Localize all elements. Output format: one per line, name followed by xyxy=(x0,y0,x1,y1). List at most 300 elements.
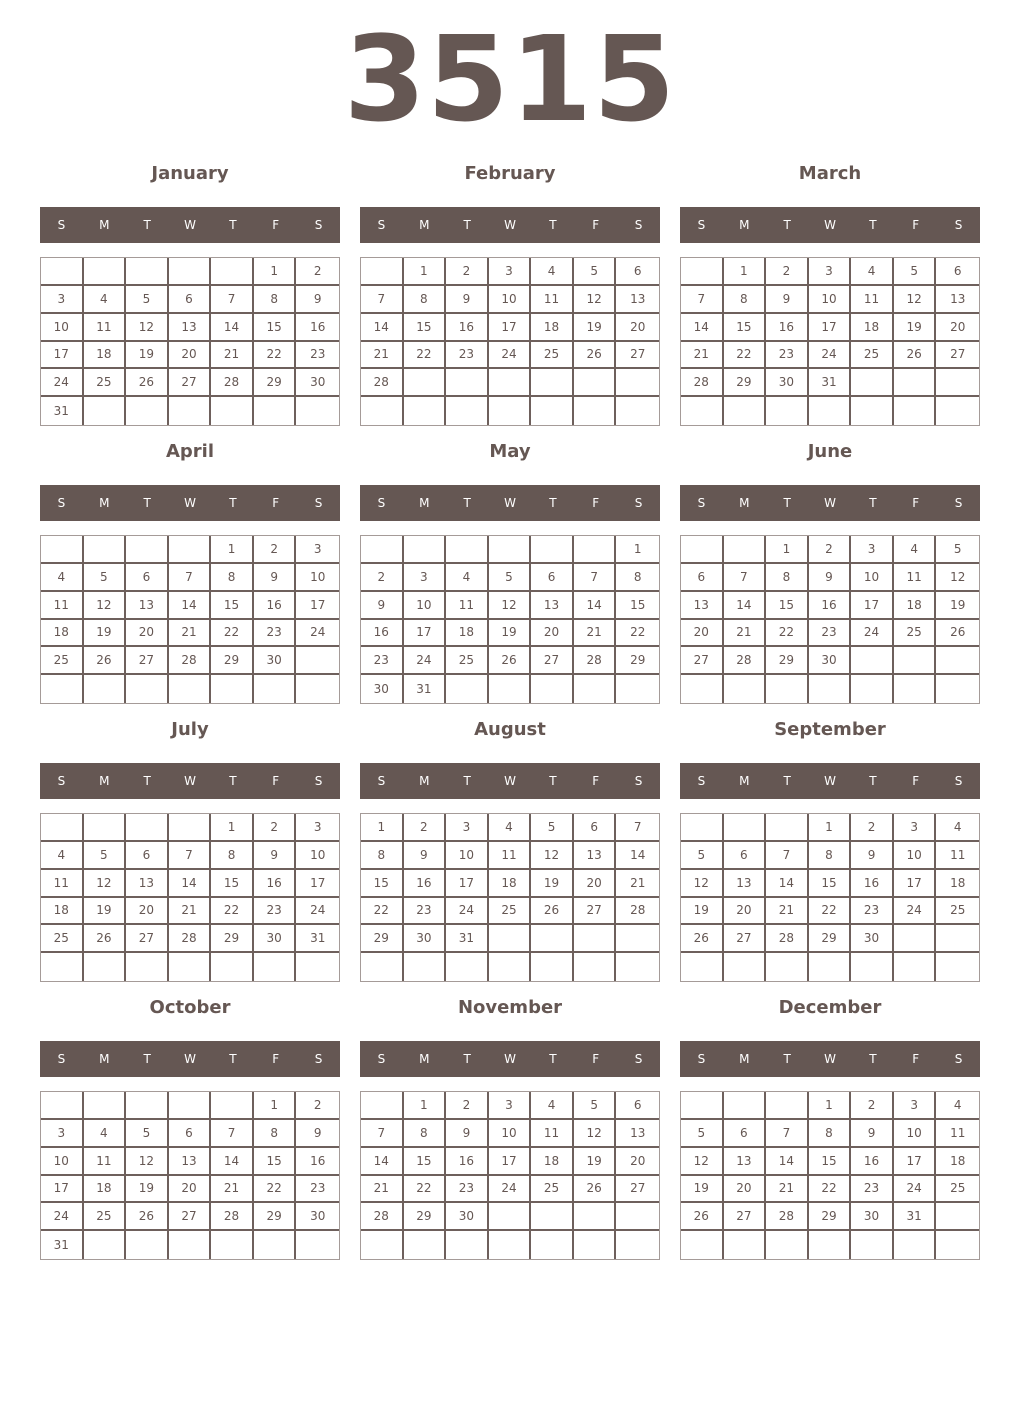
day-cell: 20 xyxy=(574,870,617,898)
weekday-label: W xyxy=(504,496,516,510)
day-cell xyxy=(616,675,659,703)
day-cell xyxy=(766,814,809,842)
month-title: May xyxy=(489,441,531,462)
day-cell: 22 xyxy=(724,342,767,370)
day-grid xyxy=(680,1091,980,1260)
day-cell: 30 xyxy=(851,925,894,953)
day-cell xyxy=(446,953,489,981)
day-cell: 23 xyxy=(809,620,852,648)
day-cell: 9 xyxy=(296,286,339,314)
day-cell: 5 xyxy=(531,814,574,842)
day-cell xyxy=(169,1231,212,1259)
day-cell xyxy=(531,675,574,703)
day-cell: 11 xyxy=(894,564,937,592)
day-cell: 10 xyxy=(446,842,489,870)
day-cell: 9 xyxy=(404,842,447,870)
day-cell: 11 xyxy=(41,592,84,620)
weekday-label: S xyxy=(377,496,386,510)
day-cell: 3 xyxy=(446,814,489,842)
day-grid xyxy=(360,813,660,982)
day-cell: 11 xyxy=(936,1120,979,1148)
day-cell xyxy=(84,675,127,703)
day-cell: 18 xyxy=(41,620,84,648)
day-cell: 19 xyxy=(126,342,169,370)
day-cell: 8 xyxy=(211,842,254,870)
day-grid xyxy=(680,813,980,982)
day-cell: 24 xyxy=(296,898,339,926)
day-cell: 6 xyxy=(724,1120,767,1148)
day-cell: 21 xyxy=(724,620,767,648)
day-cell xyxy=(681,1092,724,1120)
day-cell: 28 xyxy=(361,1203,404,1231)
month-title: January xyxy=(151,163,229,184)
day-cell: 29 xyxy=(724,369,767,397)
day-cell: 22 xyxy=(211,620,254,648)
day-cell: 1 xyxy=(211,814,254,842)
day-cell xyxy=(126,675,169,703)
day-cell: 15 xyxy=(766,592,809,620)
day-cell xyxy=(574,675,617,703)
day-cell xyxy=(936,1203,979,1231)
day-cell: 14 xyxy=(724,592,767,620)
day-cell: 13 xyxy=(126,592,169,620)
day-cell: 14 xyxy=(766,1148,809,1176)
day-cell: 12 xyxy=(936,564,979,592)
weekday-label: S xyxy=(57,218,66,232)
day-cell: 3 xyxy=(851,536,894,564)
day-cell xyxy=(211,1092,254,1120)
weekday-label: F xyxy=(272,1052,280,1066)
day-cell: 7 xyxy=(724,564,767,592)
day-cell: 11 xyxy=(489,842,532,870)
day-cell: 2 xyxy=(851,1092,894,1120)
day-cell: 14 xyxy=(211,1148,254,1176)
day-cell: 17 xyxy=(41,1176,84,1204)
day-cell: 11 xyxy=(531,1120,574,1148)
weekday-label: W xyxy=(504,218,516,232)
weekday-label: S xyxy=(57,496,66,510)
weekday-label: T xyxy=(143,774,151,788)
weekday-label: T xyxy=(143,496,151,510)
day-cell: 4 xyxy=(41,842,84,870)
day-cell: 19 xyxy=(84,620,127,648)
weekday-label: M xyxy=(739,774,750,788)
day-cell: 26 xyxy=(84,925,127,953)
day-cell: 28 xyxy=(169,647,212,675)
day-cell: 13 xyxy=(724,1148,767,1176)
day-cell: 25 xyxy=(936,1176,979,1204)
day-cell: 26 xyxy=(936,620,979,648)
weekday-label: S xyxy=(634,218,643,232)
day-cell: 9 xyxy=(296,1120,339,1148)
day-cell: 3 xyxy=(41,286,84,314)
day-cell xyxy=(574,1203,617,1231)
day-cell: 14 xyxy=(574,592,617,620)
day-cell: 21 xyxy=(169,620,212,648)
day-grid xyxy=(680,257,980,426)
day-cell: 15 xyxy=(254,314,297,342)
day-cell: 10 xyxy=(404,592,447,620)
day-cell: 9 xyxy=(446,286,489,314)
day-cell xyxy=(169,953,212,981)
weekday-label: W xyxy=(184,1052,196,1066)
day-cell: 26 xyxy=(126,369,169,397)
weekday-label: M xyxy=(99,218,110,232)
day-cell: 29 xyxy=(254,1203,297,1231)
day-cell: 10 xyxy=(894,1120,937,1148)
day-cell: 19 xyxy=(936,592,979,620)
day-cell: 12 xyxy=(681,870,724,898)
day-cell: 4 xyxy=(84,1120,127,1148)
day-cell: 5 xyxy=(84,564,127,592)
day-cell xyxy=(169,675,212,703)
day-cell: 27 xyxy=(936,342,979,370)
day-cell: 3 xyxy=(809,258,852,286)
day-cell: 27 xyxy=(574,898,617,926)
day-cell: 9 xyxy=(851,1120,894,1148)
day-cell xyxy=(361,1092,404,1120)
day-cell: 27 xyxy=(616,342,659,370)
day-cell xyxy=(169,1092,212,1120)
day-cell: 25 xyxy=(894,620,937,648)
day-cell: 17 xyxy=(41,342,84,370)
weekday-label: T xyxy=(463,1052,471,1066)
day-cell: 14 xyxy=(681,314,724,342)
weekday-label: F xyxy=(912,774,920,788)
day-cell xyxy=(936,925,979,953)
day-cell: 17 xyxy=(851,592,894,620)
day-cell: 24 xyxy=(851,620,894,648)
day-cell: 20 xyxy=(126,620,169,648)
day-cell: 6 xyxy=(126,564,169,592)
day-cell: 10 xyxy=(489,286,532,314)
weekday-label: T xyxy=(783,496,791,510)
day-cell xyxy=(936,1231,979,1259)
weekday-label: S xyxy=(954,774,963,788)
day-cell xyxy=(489,675,532,703)
day-cell: 19 xyxy=(681,1176,724,1204)
day-grid xyxy=(40,813,340,982)
day-cell: 5 xyxy=(84,842,127,870)
weekday-label: M xyxy=(739,496,750,510)
day-cell: 17 xyxy=(809,314,852,342)
day-cell: 21 xyxy=(766,1176,809,1204)
day-cell: 14 xyxy=(361,1148,404,1176)
day-cell xyxy=(616,397,659,425)
day-cell: 22 xyxy=(404,342,447,370)
day-cell: 23 xyxy=(446,1176,489,1204)
day-cell: 25 xyxy=(446,647,489,675)
day-cell: 3 xyxy=(296,536,339,564)
day-cell xyxy=(681,397,724,425)
day-cell xyxy=(851,953,894,981)
weekday-label: T xyxy=(869,774,877,788)
day-cell xyxy=(531,925,574,953)
day-cell: 29 xyxy=(404,1203,447,1231)
day-cell: 31 xyxy=(41,1231,84,1259)
day-cell: 9 xyxy=(446,1120,489,1148)
day-cell xyxy=(489,369,532,397)
weekday-label: S xyxy=(954,218,963,232)
day-cell: 30 xyxy=(254,647,297,675)
day-cell xyxy=(681,814,724,842)
day-cell: 7 xyxy=(361,286,404,314)
day-cell xyxy=(489,953,532,981)
weekday-label: S xyxy=(57,774,66,788)
day-cell: 24 xyxy=(446,898,489,926)
day-cell: 20 xyxy=(169,342,212,370)
weekday-label: S xyxy=(377,774,386,788)
day-cell xyxy=(531,1231,574,1259)
day-cell: 24 xyxy=(41,1203,84,1231)
day-cell: 13 xyxy=(616,286,659,314)
day-cell: 21 xyxy=(361,342,404,370)
day-cell: 15 xyxy=(809,1148,852,1176)
day-cell: 3 xyxy=(894,814,937,842)
day-cell: 8 xyxy=(766,564,809,592)
day-cell xyxy=(894,925,937,953)
day-cell: 29 xyxy=(361,925,404,953)
day-cell: 27 xyxy=(724,925,767,953)
month-title: December xyxy=(778,997,882,1018)
day-cell: 15 xyxy=(809,870,852,898)
day-cell: 22 xyxy=(254,342,297,370)
day-cell: 18 xyxy=(894,592,937,620)
day-cell xyxy=(254,1231,297,1259)
weekday-label: F xyxy=(912,496,920,510)
day-cell xyxy=(724,397,767,425)
day-cell: 11 xyxy=(41,870,84,898)
day-cell: 2 xyxy=(809,536,852,564)
day-cell: 26 xyxy=(681,925,724,953)
day-cell: 27 xyxy=(126,925,169,953)
day-cell: 29 xyxy=(616,647,659,675)
day-cell: 6 xyxy=(616,258,659,286)
day-cell: 20 xyxy=(616,314,659,342)
day-cell: 30 xyxy=(254,925,297,953)
day-cell xyxy=(531,369,574,397)
day-cell xyxy=(809,675,852,703)
day-cell: 17 xyxy=(894,1148,937,1176)
weekday-label: T xyxy=(143,1052,151,1066)
day-cell: 27 xyxy=(616,1176,659,1204)
day-cell xyxy=(361,397,404,425)
day-cell: 26 xyxy=(84,647,127,675)
day-cell xyxy=(404,1231,447,1259)
day-cell: 25 xyxy=(84,369,127,397)
weekday-label: S xyxy=(697,1052,706,1066)
day-cell: 7 xyxy=(681,286,724,314)
day-cell: 3 xyxy=(489,1092,532,1120)
weekday-label: W xyxy=(824,1052,836,1066)
weekday-label: S xyxy=(314,218,323,232)
day-cell: 24 xyxy=(296,620,339,648)
day-cell: 3 xyxy=(404,564,447,592)
day-cell: 9 xyxy=(809,564,852,592)
day-cell: 2 xyxy=(361,564,404,592)
day-cell: 7 xyxy=(169,564,212,592)
day-cell: 26 xyxy=(531,898,574,926)
day-cell: 27 xyxy=(126,647,169,675)
day-cell xyxy=(211,397,254,425)
day-cell: 23 xyxy=(446,342,489,370)
day-cell: 17 xyxy=(489,1148,532,1176)
day-cell xyxy=(41,814,84,842)
weekday-label: S xyxy=(314,774,323,788)
day-cell xyxy=(84,814,127,842)
weekday-label: T xyxy=(869,496,877,510)
day-cell xyxy=(616,925,659,953)
day-cell xyxy=(404,397,447,425)
weekday-label: T xyxy=(463,496,471,510)
day-cell: 3 xyxy=(41,1120,84,1148)
day-cell: 8 xyxy=(211,564,254,592)
day-cell: 10 xyxy=(489,1120,532,1148)
day-cell xyxy=(936,397,979,425)
day-cell: 16 xyxy=(851,1148,894,1176)
day-cell xyxy=(531,397,574,425)
day-cell: 30 xyxy=(851,1203,894,1231)
day-cell: 7 xyxy=(169,842,212,870)
day-cell xyxy=(531,536,574,564)
day-cell xyxy=(851,1231,894,1259)
weekday-label: W xyxy=(824,496,836,510)
day-cell: 12 xyxy=(681,1148,724,1176)
day-cell: 18 xyxy=(851,314,894,342)
day-cell xyxy=(766,953,809,981)
day-cell: 24 xyxy=(894,1176,937,1204)
day-cell: 1 xyxy=(404,1092,447,1120)
day-cell xyxy=(809,397,852,425)
day-cell: 29 xyxy=(211,925,254,953)
day-cell xyxy=(169,397,212,425)
day-cell: 7 xyxy=(574,564,617,592)
day-cell xyxy=(531,953,574,981)
weekday-label: T xyxy=(143,218,151,232)
weekday-header-bar xyxy=(40,763,340,799)
weekday-label: S xyxy=(697,774,706,788)
day-cell xyxy=(126,814,169,842)
day-cell: 20 xyxy=(531,620,574,648)
day-cell: 6 xyxy=(616,1092,659,1120)
weekday-label: S xyxy=(377,218,386,232)
day-grid xyxy=(40,257,340,426)
weekday-header-bar xyxy=(40,1041,340,1077)
weekday-label: M xyxy=(419,496,430,510)
day-cell xyxy=(446,397,489,425)
day-cell: 5 xyxy=(681,842,724,870)
day-cell: 4 xyxy=(446,564,489,592)
day-cell xyxy=(851,675,894,703)
day-cell: 28 xyxy=(681,369,724,397)
day-cell: 9 xyxy=(851,842,894,870)
day-cell: 22 xyxy=(766,620,809,648)
day-cell: 14 xyxy=(766,870,809,898)
day-cell: 13 xyxy=(681,592,724,620)
day-cell: 16 xyxy=(296,314,339,342)
day-cell: 27 xyxy=(169,1203,212,1231)
day-cell xyxy=(404,369,447,397)
day-grid xyxy=(40,1091,340,1260)
day-cell: 14 xyxy=(169,870,212,898)
day-cell: 21 xyxy=(211,342,254,370)
day-cell: 24 xyxy=(809,342,852,370)
day-cell xyxy=(616,1203,659,1231)
day-cell: 15 xyxy=(361,870,404,898)
day-cell: 25 xyxy=(489,898,532,926)
day-cell xyxy=(211,258,254,286)
day-cell xyxy=(169,258,212,286)
day-cell: 12 xyxy=(489,592,532,620)
day-cell: 31 xyxy=(296,925,339,953)
day-cell: 11 xyxy=(84,1148,127,1176)
day-cell: 17 xyxy=(894,870,937,898)
day-cell: 30 xyxy=(446,1203,489,1231)
day-cell: 28 xyxy=(574,647,617,675)
day-cell: 21 xyxy=(169,898,212,926)
day-cell xyxy=(724,814,767,842)
day-cell xyxy=(766,675,809,703)
day-cell: 16 xyxy=(766,314,809,342)
day-cell xyxy=(489,925,532,953)
day-cell: 16 xyxy=(254,592,297,620)
month-title: June xyxy=(807,441,853,462)
day-cell: 1 xyxy=(404,258,447,286)
day-cell: 8 xyxy=(809,1120,852,1148)
day-grid xyxy=(360,535,660,704)
day-cell: 8 xyxy=(361,842,404,870)
day-cell: 13 xyxy=(936,286,979,314)
day-cell: 19 xyxy=(84,898,127,926)
day-cell: 8 xyxy=(724,286,767,314)
day-cell: 18 xyxy=(41,898,84,926)
weekday-header-bar xyxy=(360,763,660,799)
day-cell xyxy=(894,397,937,425)
day-cell: 1 xyxy=(724,258,767,286)
day-cell: 15 xyxy=(254,1148,297,1176)
day-cell xyxy=(894,1231,937,1259)
day-cell: 30 xyxy=(809,647,852,675)
day-cell xyxy=(616,1231,659,1259)
weekday-label: W xyxy=(504,774,516,788)
day-cell: 6 xyxy=(724,842,767,870)
day-cell: 13 xyxy=(724,870,767,898)
day-cell: 21 xyxy=(681,342,724,370)
weekday-label: W xyxy=(184,774,196,788)
day-cell xyxy=(809,1231,852,1259)
day-cell: 20 xyxy=(681,620,724,648)
day-cell xyxy=(681,258,724,286)
day-cell: 5 xyxy=(936,536,979,564)
day-cell xyxy=(446,675,489,703)
day-cell: 21 xyxy=(361,1176,404,1204)
weekday-label: T xyxy=(229,496,237,510)
day-cell xyxy=(254,675,297,703)
day-cell: 11 xyxy=(531,286,574,314)
month-title: October xyxy=(149,997,231,1018)
day-cell xyxy=(361,953,404,981)
day-cell xyxy=(681,953,724,981)
day-cell: 2 xyxy=(254,814,297,842)
day-cell xyxy=(574,536,617,564)
day-cell: 1 xyxy=(361,814,404,842)
weekday-label: W xyxy=(504,1052,516,1066)
day-cell: 25 xyxy=(851,342,894,370)
day-cell: 4 xyxy=(84,286,127,314)
day-cell xyxy=(574,953,617,981)
weekday-label: T xyxy=(463,218,471,232)
day-cell: 16 xyxy=(446,314,489,342)
